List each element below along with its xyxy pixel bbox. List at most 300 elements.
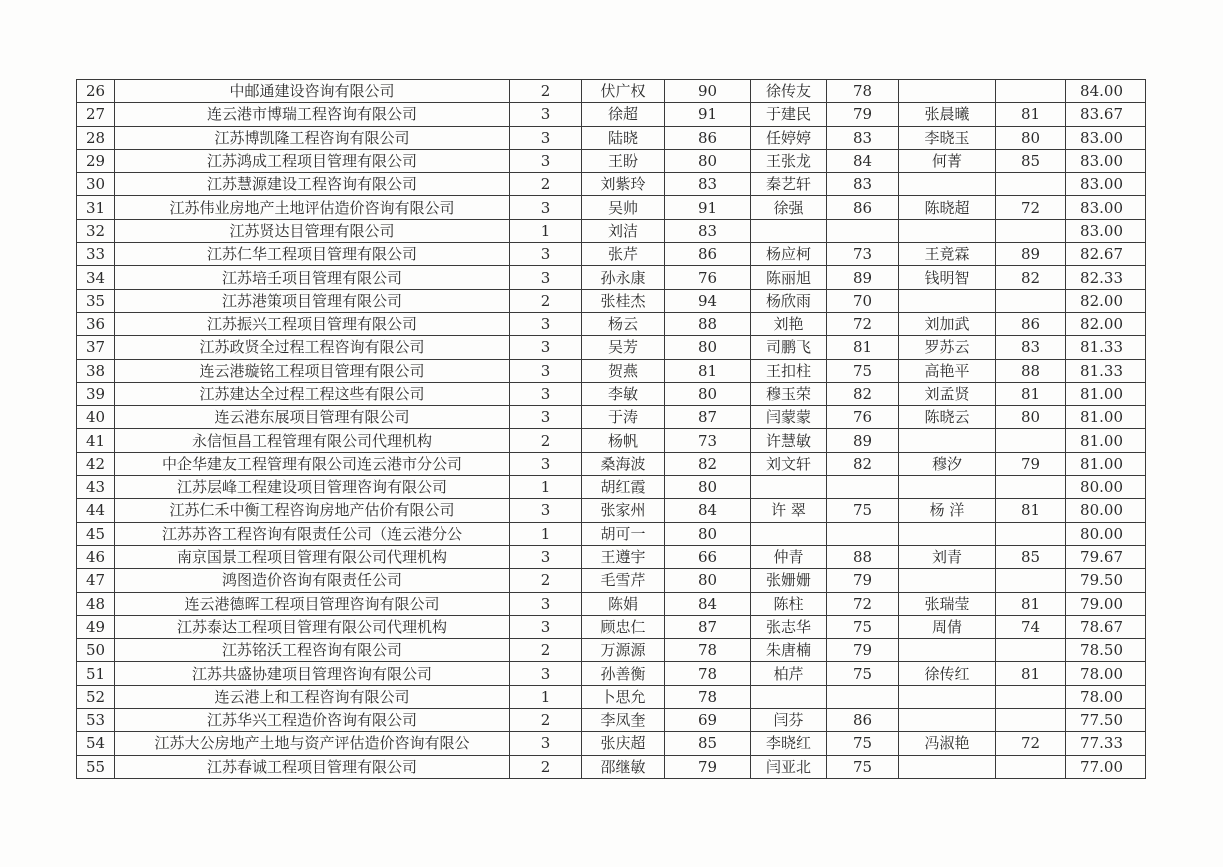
person2-score-cell: [827, 522, 899, 545]
person1-name-cell: 卜思允: [582, 685, 665, 708]
average-score-cell: 78.00: [1066, 685, 1146, 708]
person1-name-cell: 王盼: [582, 149, 665, 172]
person3-score-cell: [996, 429, 1066, 452]
person3-name-cell: 钱明智: [899, 266, 996, 289]
average-score-cell: 77.00: [1066, 755, 1146, 778]
person1-score-cell: 85: [665, 732, 751, 755]
person3-score-cell: [996, 476, 1066, 499]
person3-name-cell: 周倩: [899, 615, 996, 638]
person1-score-cell: 69: [665, 709, 751, 732]
person2-name-cell: 许慧敏: [751, 429, 827, 452]
person1-name-cell: 刘洁: [582, 219, 665, 242]
person2-score-cell: [827, 476, 899, 499]
person3-score-cell: 82: [996, 266, 1066, 289]
rank-cell: 42: [77, 452, 115, 475]
person1-name-cell: 吴帅: [582, 196, 665, 219]
person1-score-cell: 78: [665, 662, 751, 685]
person1-name-cell: 胡可一: [582, 522, 665, 545]
staff-count-cell: 3: [510, 359, 582, 382]
person3-score-cell: [996, 639, 1066, 662]
rank-cell: 44: [77, 499, 115, 522]
person3-name-cell: [899, 569, 996, 592]
staff-count-cell: 3: [510, 452, 582, 475]
staff-count-cell: 3: [510, 312, 582, 335]
staff-count-cell: 3: [510, 196, 582, 219]
company-name-cell: 江苏鸿成工程项目管理有限公司: [115, 149, 510, 172]
rank-cell: 47: [77, 569, 115, 592]
table-row: [77, 312, 1146, 335]
person1-score-cell: 66: [665, 545, 751, 568]
person2-score-cell: 76: [827, 406, 899, 429]
person1-score-cell: 78: [665, 685, 751, 708]
staff-count-cell: 3: [510, 243, 582, 266]
person3-name-cell: 杨 洋: [899, 499, 996, 522]
person3-name-cell: [899, 685, 996, 708]
person1-name-cell: 张庆超: [582, 732, 665, 755]
person1-name-cell: 贺燕: [582, 359, 665, 382]
staff-count-cell: 3: [510, 126, 582, 149]
person3-name-cell: 王竟霖: [899, 243, 996, 266]
person3-score-cell: 81: [996, 662, 1066, 685]
staff-count-cell: 3: [510, 499, 582, 522]
company-name-cell: 江苏仁禾中衡工程咨询房地产估价有限公司: [115, 499, 510, 522]
staff-count-cell: 2: [510, 569, 582, 592]
company-name-cell: 连云港德晖工程项目管理咨询有限公司: [115, 592, 510, 615]
person3-name-cell: [899, 476, 996, 499]
person2-name-cell: 司鹏飞: [751, 336, 827, 359]
person3-name-cell: 高艳平: [899, 359, 996, 382]
average-score-cell: 81.33: [1066, 359, 1146, 382]
person1-score-cell: 87: [665, 406, 751, 429]
rank-cell: 54: [77, 732, 115, 755]
average-score-cell: 83.00: [1066, 219, 1146, 242]
average-score-cell: 80.00: [1066, 522, 1146, 545]
average-score-cell: 82.67: [1066, 243, 1146, 266]
average-score-cell: 82.33: [1066, 266, 1146, 289]
person1-score-cell: 80: [665, 149, 751, 172]
person2-name-cell: 刘艳: [751, 312, 827, 335]
person1-score-cell: 86: [665, 243, 751, 266]
person3-name-cell: 陈晓超: [899, 196, 996, 219]
average-score-cell: 78.67: [1066, 615, 1146, 638]
person3-name-cell: 张瑞莹: [899, 592, 996, 615]
average-score-cell: 81.00: [1066, 382, 1146, 405]
table-row: [77, 336, 1146, 359]
table-row: [77, 429, 1146, 452]
person2-score-cell: 78: [827, 80, 899, 103]
table-row: [77, 359, 1146, 382]
average-score-cell: 83.00: [1066, 173, 1146, 196]
person3-score-cell: 80: [996, 406, 1066, 429]
person3-score-cell: [996, 80, 1066, 103]
person2-score-cell: 89: [827, 429, 899, 452]
person1-name-cell: 刘紫玲: [582, 173, 665, 196]
person2-score-cell: 86: [827, 196, 899, 219]
company-name-cell: 永信恒昌工程管理有限公司代理机构: [115, 429, 510, 452]
person1-name-cell: 桑海波: [582, 452, 665, 475]
company-name-cell: 江苏苏咨工程咨询有限责任公司（连云港分公: [115, 522, 510, 545]
person1-name-cell: 李敏: [582, 382, 665, 405]
staff-count-cell: 3: [510, 336, 582, 359]
person1-score-cell: 87: [665, 615, 751, 638]
person1-name-cell: 陈娟: [582, 592, 665, 615]
person1-score-cell: 86: [665, 126, 751, 149]
table-row: [77, 149, 1146, 172]
person3-name-cell: 刘加武: [899, 312, 996, 335]
company-name-cell: 江苏贤达目管理有限公司: [115, 219, 510, 242]
person2-score-cell: 88: [827, 545, 899, 568]
person1-name-cell: 陆晓: [582, 126, 665, 149]
person1-score-cell: 88: [665, 312, 751, 335]
person3-score-cell: 86: [996, 312, 1066, 335]
rank-cell: 27: [77, 103, 115, 126]
person3-score-cell: [996, 173, 1066, 196]
table-row: [77, 243, 1146, 266]
rank-cell: 48: [77, 592, 115, 615]
person2-name-cell: 闫亚北: [751, 755, 827, 778]
person2-score-cell: 72: [827, 312, 899, 335]
person1-score-cell: 80: [665, 476, 751, 499]
table-row: [77, 452, 1146, 475]
table-row: [77, 639, 1146, 662]
table-row: [77, 522, 1146, 545]
person2-name-cell: 穆玉荣: [751, 382, 827, 405]
staff-count-cell: 2: [510, 709, 582, 732]
staff-count-cell: 2: [510, 173, 582, 196]
person2-score-cell: 75: [827, 499, 899, 522]
person3-score-cell: [996, 569, 1066, 592]
person1-score-cell: 82: [665, 452, 751, 475]
average-score-cell: 79.50: [1066, 569, 1146, 592]
average-score-cell: 78.00: [1066, 662, 1146, 685]
person1-name-cell: 吴芳: [582, 336, 665, 359]
person3-name-cell: [899, 639, 996, 662]
average-score-cell: 82.00: [1066, 312, 1146, 335]
person1-name-cell: 毛雪芹: [582, 569, 665, 592]
person2-name-cell: 陈柱: [751, 592, 827, 615]
person3-score-cell: [996, 522, 1066, 545]
table-row: [77, 499, 1146, 522]
average-score-cell: 79.67: [1066, 545, 1146, 568]
table-row: [77, 382, 1146, 405]
person2-score-cell: 72: [827, 592, 899, 615]
staff-count-cell: 2: [510, 639, 582, 662]
person2-score-cell: [827, 219, 899, 242]
average-score-cell: 79.00: [1066, 592, 1146, 615]
company-name-cell: 中企华建友工程管理有限公司连云港市分公司: [115, 452, 510, 475]
company-name-cell: 连云港市博瑞工程咨询有限公司: [115, 103, 510, 126]
table-row: [77, 289, 1146, 312]
person3-score-cell: 83: [996, 336, 1066, 359]
person1-score-cell: 80: [665, 382, 751, 405]
person2-name-cell: 杨应柯: [751, 243, 827, 266]
person3-name-cell: 刘青: [899, 545, 996, 568]
person1-score-cell: 90: [665, 80, 751, 103]
table-row: [77, 406, 1146, 429]
person2-name-cell: [751, 685, 827, 708]
person3-name-cell: [899, 80, 996, 103]
staff-count-cell: 1: [510, 219, 582, 242]
table-row: [77, 569, 1146, 592]
person1-score-cell: 76: [665, 266, 751, 289]
person2-name-cell: 刘文轩: [751, 452, 827, 475]
person1-name-cell: 孙永康: [582, 266, 665, 289]
person3-name-cell: 何菁: [899, 149, 996, 172]
person2-score-cell: 79: [827, 569, 899, 592]
person3-score-cell: 81: [996, 499, 1066, 522]
person1-name-cell: 李凤奎: [582, 709, 665, 732]
staff-count-cell: 3: [510, 103, 582, 126]
person2-score-cell: 73: [827, 243, 899, 266]
rank-cell: 55: [77, 755, 115, 778]
company-name-cell: 江苏层峰工程建设项目管理咨询有限公司: [115, 476, 510, 499]
person1-name-cell: 王遵宇: [582, 545, 665, 568]
company-name-cell: 江苏铭沃工程咨询有限公司: [115, 639, 510, 662]
person2-name-cell: 闫蒙蒙: [751, 406, 827, 429]
table-row: [77, 103, 1146, 126]
average-score-cell: 80.00: [1066, 499, 1146, 522]
average-score-cell: 82.00: [1066, 289, 1146, 312]
staff-count-cell: 2: [510, 755, 582, 778]
person3-score-cell: 72: [996, 196, 1066, 219]
person2-name-cell: 张志华: [751, 615, 827, 638]
company-name-cell: 江苏伟业房地产土地评估造价咨询有限公司: [115, 196, 510, 219]
table-row: [77, 615, 1146, 638]
staff-count-cell: 3: [510, 545, 582, 568]
person3-name-cell: 徐传红: [899, 662, 996, 685]
company-name-cell: 江苏春诚工程项目管理有限公司: [115, 755, 510, 778]
average-score-cell: 81.00: [1066, 429, 1146, 452]
person3-score-cell: 81: [996, 382, 1066, 405]
average-score-cell: 83.67: [1066, 103, 1146, 126]
average-score-cell: 81.00: [1066, 452, 1146, 475]
person2-name-cell: 仲青: [751, 545, 827, 568]
person2-name-cell: 许 翠: [751, 499, 827, 522]
person2-name-cell: 任婷婷: [751, 126, 827, 149]
person3-name-cell: [899, 709, 996, 732]
rank-cell: 50: [77, 639, 115, 662]
rank-cell: 30: [77, 173, 115, 196]
person1-score-cell: 94: [665, 289, 751, 312]
person2-score-cell: 81: [827, 336, 899, 359]
company-name-cell: 江苏博凯隆工程咨询有限公司: [115, 126, 510, 149]
company-name-cell: 中邮通建设咨询有限公司: [115, 80, 510, 103]
staff-count-cell: 3: [510, 406, 582, 429]
rank-cell: 38: [77, 359, 115, 382]
person2-name-cell: 徐强: [751, 196, 827, 219]
person1-score-cell: 81: [665, 359, 751, 382]
average-score-cell: 83.00: [1066, 126, 1146, 149]
person3-name-cell: 罗苏云: [899, 336, 996, 359]
rank-cell: 39: [77, 382, 115, 405]
person2-name-cell: 王扣柱: [751, 359, 827, 382]
person2-name-cell: 李晓红: [751, 732, 827, 755]
person2-score-cell: 83: [827, 126, 899, 149]
staff-count-cell: 2: [510, 289, 582, 312]
company-name-cell: 江苏泰达工程项目管理有限公司代理机构: [115, 615, 510, 638]
person2-score-cell: [827, 685, 899, 708]
person2-name-cell: [751, 476, 827, 499]
person3-score-cell: [996, 685, 1066, 708]
person3-score-cell: 81: [996, 592, 1066, 615]
rank-cell: 33: [77, 243, 115, 266]
person2-name-cell: 朱唐楠: [751, 639, 827, 662]
person1-name-cell: 张家州: [582, 499, 665, 522]
company-name-cell: 鸿图造价咨询有限责任公司: [115, 569, 510, 592]
rank-cell: 52: [77, 685, 115, 708]
company-name-cell: 江苏培壬项目管理有限公司: [115, 266, 510, 289]
company-name-cell: 江苏共盛协建项目管理咨询有限公司: [115, 662, 510, 685]
average-score-cell: 81.33: [1066, 336, 1146, 359]
person2-score-cell: 79: [827, 639, 899, 662]
company-name-cell: 江苏政贤全过程工程咨询有限公司: [115, 336, 510, 359]
person2-name-cell: [751, 219, 827, 242]
average-score-cell: 78.50: [1066, 639, 1146, 662]
rank-cell: 46: [77, 545, 115, 568]
rank-cell: 29: [77, 149, 115, 172]
table-row: [77, 266, 1146, 289]
person3-score-cell: [996, 755, 1066, 778]
rank-cell: 37: [77, 336, 115, 359]
rank-cell: 53: [77, 709, 115, 732]
person3-score-cell: 88: [996, 359, 1066, 382]
table-row: [77, 196, 1146, 219]
person2-name-cell: 徐传友: [751, 80, 827, 103]
person3-name-cell: 穆汐: [899, 452, 996, 475]
company-name-cell: 江苏慧源建设工程咨询有限公司: [115, 173, 510, 196]
ranking-table: [76, 79, 1146, 779]
person2-name-cell: 于建民: [751, 103, 827, 126]
person2-score-cell: 79: [827, 103, 899, 126]
person3-score-cell: 81: [996, 103, 1066, 126]
person1-name-cell: 杨帆: [582, 429, 665, 452]
rank-cell: 43: [77, 476, 115, 499]
table-row: [77, 80, 1146, 103]
person3-score-cell: 74: [996, 615, 1066, 638]
person1-score-cell: 91: [665, 103, 751, 126]
person3-name-cell: 陈晓云: [899, 406, 996, 429]
company-name-cell: 江苏大公房地产土地与资产评估造价咨询有限公: [115, 732, 510, 755]
person2-score-cell: 86: [827, 709, 899, 732]
rank-cell: 35: [77, 289, 115, 312]
person2-name-cell: [751, 522, 827, 545]
person1-score-cell: 73: [665, 429, 751, 452]
person2-name-cell: 秦艺轩: [751, 173, 827, 196]
person2-name-cell: 杨欣雨: [751, 289, 827, 312]
rank-cell: 36: [77, 312, 115, 335]
company-name-cell: 南京国景工程项目管理有限公司代理机构: [115, 545, 510, 568]
person3-name-cell: 冯淑艳: [899, 732, 996, 755]
person1-name-cell: 邵继敏: [582, 755, 665, 778]
company-name-cell: 江苏华兴工程造价咨询有限公司: [115, 709, 510, 732]
average-score-cell: 77.33: [1066, 732, 1146, 755]
average-score-cell: 84.00: [1066, 80, 1146, 103]
table-row: [77, 662, 1146, 685]
company-name-cell: 连云港璇铭工程项目管理有限公司: [115, 359, 510, 382]
person2-score-cell: 84: [827, 149, 899, 172]
person3-score-cell: [996, 289, 1066, 312]
person1-name-cell: 张芹: [582, 243, 665, 266]
person2-score-cell: 75: [827, 615, 899, 638]
person2-score-cell: 75: [827, 732, 899, 755]
person2-name-cell: 闫芬: [751, 709, 827, 732]
person1-name-cell: 胡红霞: [582, 476, 665, 499]
person3-score-cell: 85: [996, 545, 1066, 568]
company-name-cell: 江苏振兴工程项目管理有限公司: [115, 312, 510, 335]
person1-name-cell: 杨云: [582, 312, 665, 335]
rank-cell: 49: [77, 615, 115, 638]
person2-score-cell: 75: [827, 755, 899, 778]
average-score-cell: 77.50: [1066, 709, 1146, 732]
company-name-cell: 江苏建达全过程工程这些有限公司: [115, 382, 510, 405]
rank-cell: 31: [77, 196, 115, 219]
table-body: [77, 80, 1146, 779]
table-row: [77, 173, 1146, 196]
table-row: [77, 685, 1146, 708]
person3-name-cell: [899, 173, 996, 196]
table-row: [77, 709, 1146, 732]
person1-score-cell: 91: [665, 196, 751, 219]
staff-count-cell: 3: [510, 732, 582, 755]
person2-name-cell: 张姗姗: [751, 569, 827, 592]
person3-score-cell: [996, 709, 1066, 732]
staff-count-cell: 2: [510, 80, 582, 103]
person1-name-cell: 伏广权: [582, 80, 665, 103]
person2-score-cell: 82: [827, 452, 899, 475]
rank-cell: 32: [77, 219, 115, 242]
rank-cell: 41: [77, 429, 115, 452]
staff-count-cell: 1: [510, 522, 582, 545]
table-row: [77, 126, 1146, 149]
rank-cell: 45: [77, 522, 115, 545]
rank-cell: 51: [77, 662, 115, 685]
person3-name-cell: 张晨曦: [899, 103, 996, 126]
person1-score-cell: 78: [665, 639, 751, 662]
rank-cell: 40: [77, 406, 115, 429]
staff-count-cell: 3: [510, 662, 582, 685]
person2-score-cell: 82: [827, 382, 899, 405]
person3-name-cell: [899, 289, 996, 312]
person3-name-cell: [899, 522, 996, 545]
person3-name-cell: [899, 429, 996, 452]
staff-count-cell: 3: [510, 149, 582, 172]
person3-score-cell: 89: [996, 243, 1066, 266]
company-name-cell: 江苏仁华工程项目管理有限公司: [115, 243, 510, 266]
person1-name-cell: 张桂杰: [582, 289, 665, 312]
person3-name-cell: 刘孟贤: [899, 382, 996, 405]
person3-name-cell: 李晓玉: [899, 126, 996, 149]
person1-name-cell: 徐超: [582, 103, 665, 126]
table-row: [77, 592, 1146, 615]
person3-score-cell: 72: [996, 732, 1066, 755]
rank-cell: 34: [77, 266, 115, 289]
person2-score-cell: 75: [827, 662, 899, 685]
person2-score-cell: 75: [827, 359, 899, 382]
person3-score-cell: 79: [996, 452, 1066, 475]
staff-count-cell: 3: [510, 266, 582, 289]
company-name-cell: 连云港上和工程咨询有限公司: [115, 685, 510, 708]
person2-name-cell: 陈丽旭: [751, 266, 827, 289]
person2-score-cell: 89: [827, 266, 899, 289]
person1-score-cell: 84: [665, 592, 751, 615]
person1-score-cell: 84: [665, 499, 751, 522]
rank-cell: 28: [77, 126, 115, 149]
table-row: [77, 732, 1146, 755]
person3-score-cell: [996, 219, 1066, 242]
person1-name-cell: 万源源: [582, 639, 665, 662]
person1-name-cell: 顾忠仁: [582, 615, 665, 638]
person1-score-cell: 80: [665, 336, 751, 359]
